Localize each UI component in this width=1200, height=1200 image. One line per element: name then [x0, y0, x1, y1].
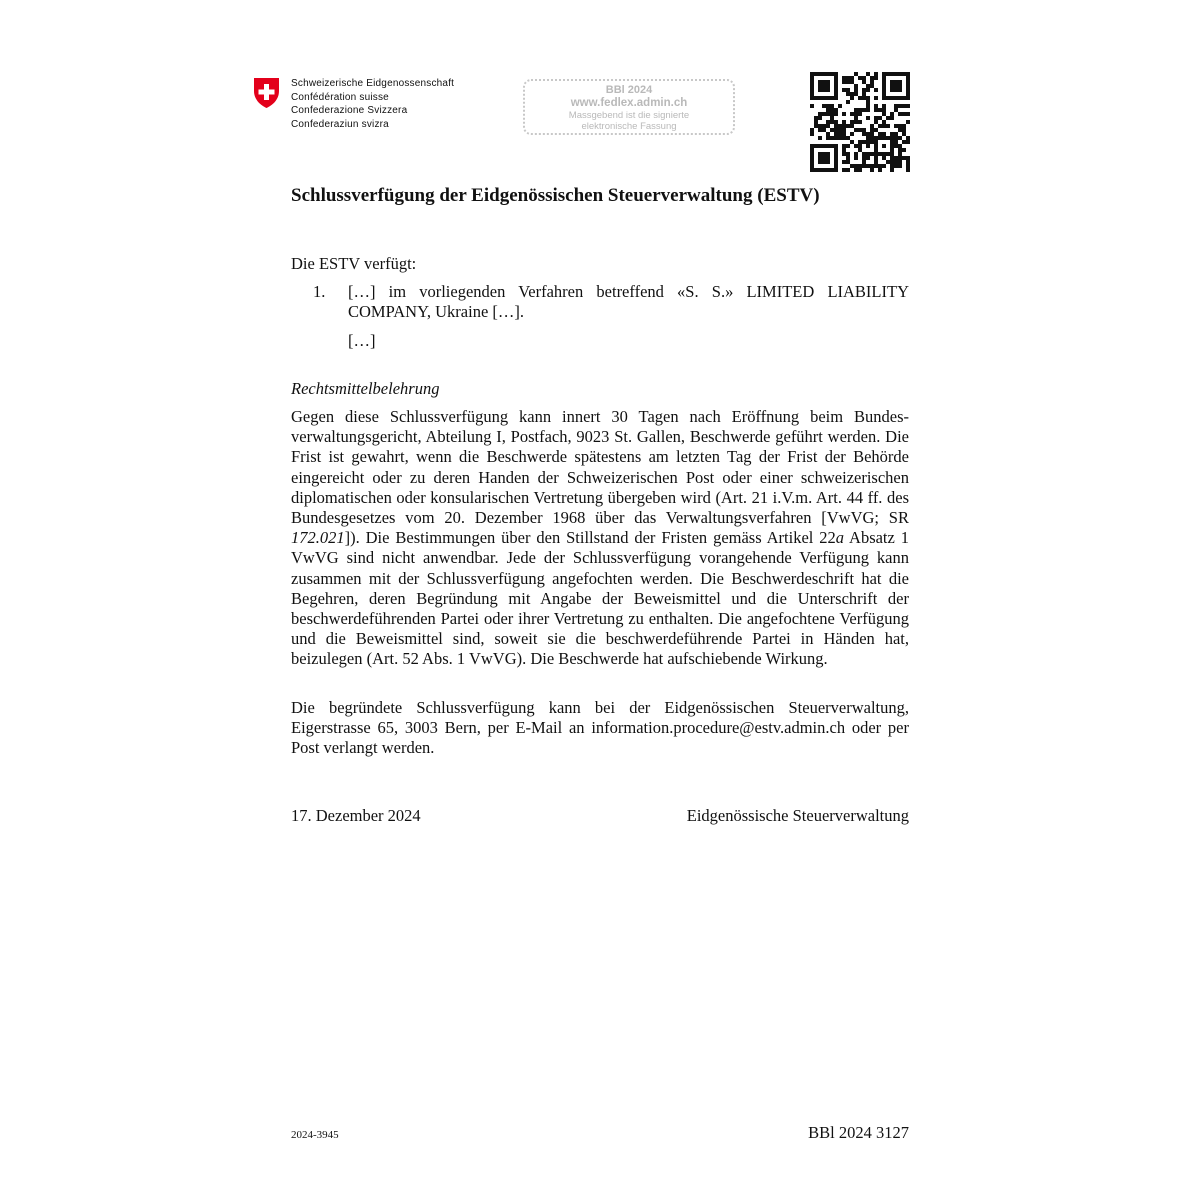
remedy-heading: Rechtsmittelbelehrung [291, 379, 440, 398]
document-date: 17. Dezember 2024 [291, 806, 421, 825]
decision-intro: Die ESTV verfügt: [291, 254, 417, 273]
list-item-text: […] im vorliegenden Verfahren betreffend «S. S.» LIMITED LIABILITY COMPANY, Ukraine […]. [348, 282, 909, 321]
document-title: Schlussverfügung der Eidgenössischen Steuerverwaltung (ESTV) [291, 185, 820, 206]
stamp-note-1: Massgebend ist die signierte [568, 110, 690, 121]
remedy-text-part3: Absatz 1 VwVG sind nicht anwendbar. Jede der Schlussverfügung vorangehende Verfügung kann zusammen mit der Schlussverfügung angefochten werden. Die Beschwerdeschrift hat die Begehren, deren Begründung mit Angabe der Beweismittel und die Unterschrift der beschwerdeführenden Partei oder ihrer Vertretung zu enthalten. Die angefochtene Verfügung und die Beweismittel sind, soweit sie die beschwerdeführende Partei in Händen hat, beizulegen (Art. 52 Abs. 1 VwVG). Die Beschwerde hat aufschiebende Wirkung. [291, 528, 909, 669]
sr-number: 172.021 [291, 528, 345, 548]
stamp-note-2: elektronische Fassung [581, 121, 677, 132]
confederation-line-rm: Confederaziun svizra [291, 118, 389, 130]
confederation-line-fr: Confédération suisse [291, 91, 389, 103]
stamp-bbl: BBl 2024 [605, 84, 653, 96]
qr-code-icon [810, 72, 910, 172]
article-suffix: a [835, 528, 845, 548]
document-number: 2024-3945 [291, 1129, 339, 1141]
remedy-paragraph [291, 407, 909, 670]
remedy-text-part2: ]). Die Bestimmungen über den Stillstand der Fristen gemäss Artikel 22 [344, 528, 836, 548]
issuing-authority: Eidgenössische Steuerverwaltung [686, 806, 909, 825]
confederation-line-de: Schweizerische Eidgenossenschaft [291, 78, 455, 89]
publication-stamp [523, 79, 735, 135]
confederation-line-it: Confederazione Svizzera [291, 105, 408, 117]
stamp-url: www.fedlex.admin.ch [570, 97, 688, 109]
remedy-text-part1: Gegen diese Schlussverfügung kann innert 30 Tagen nach Eröffnung beim Bundesverwaltungsgericht, Abteilung I, Postfach, 9023 St. Gallen, Beschwerde geführt werden. Die Frist ist gewahrt, wenn die Beschwerde spätestens am letzten Tag der Frist der Behörde eingereicht oder zu deren Handen der Schweizerischen Post oder einer schweizerischen diplomatischen oder konsularischen Vertretung übergeben wird (Art. 21 i.V.m. Art. 44 ff. des Bundesgesetzes vom 20. Dezember 1968 über das Verwaltungsverfahren [VwVG; SR [291, 407, 909, 528]
confederation-name-block [291, 77, 454, 131]
list-item-continuation: […] [348, 331, 376, 350]
swiss-coat-of-arms-icon [253, 77, 280, 109]
list-item-number: 1. [313, 282, 326, 301]
page-reference: BBl 2024 3127 [808, 1123, 909, 1142]
request-paragraph: Die begründete Schlussverfügung kann bei der Eidgenössischen Steuerverwaltung, Eigerstrasse 65, 3003 Bern, per E-Mail an information.procedure@estv.admin.ch oder per Post verlangt werden. [291, 698, 909, 758]
